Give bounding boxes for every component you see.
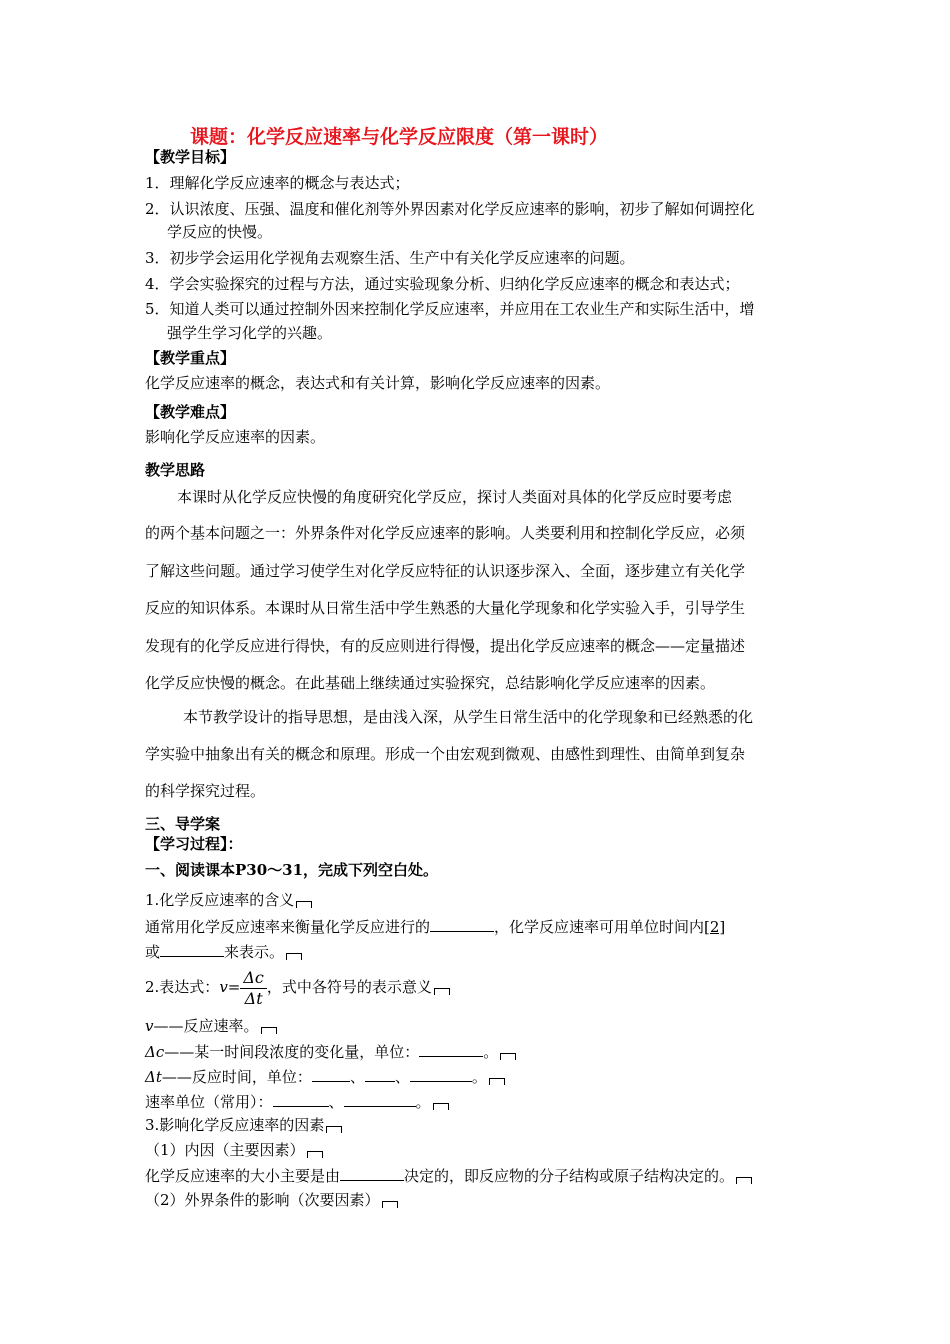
answer-blank[interactable] (344, 1091, 416, 1107)
question-2-expression: 2.表达式：v= $\frac{\Delta c}{\Delta t}$ ，式中各符号的表示意义 (145, 965, 450, 1009)
paragraph-mark-icon (736, 1177, 752, 1184)
paragraph-mark-icon (500, 1053, 516, 1060)
guide-section-heading: 三、导学案 (145, 815, 221, 833)
objective-item: 5．知道人类可以通过控制外因来控制化学反应速率，并应用在工农业生产和实际生活中，增 (145, 300, 755, 318)
external-factor-heading: （2）外界条件的影响（次要因素） (145, 1190, 398, 1210)
internal-factor-heading: （1）内因（主要因素） (145, 1140, 323, 1160)
question-1-line-2: 或 来表示。 (145, 941, 302, 962)
v-definition: v——反应速率。 (145, 1016, 277, 1036)
footnote-ref[interactable]: [2] (704, 918, 726, 936)
rate-unit-line: 速率单位（常用）： 、 。 (145, 1091, 449, 1112)
answer-blank[interactable] (410, 1066, 472, 1082)
answer-blank[interactable] (312, 1066, 350, 1082)
difficulties-heading: 【教学难点】 (145, 403, 236, 421)
dc-definition: Δc——某一时间段浓度的变化量，单位： 。 (145, 1041, 516, 1062)
objectives-heading: 【教学目标】 (145, 148, 236, 166)
question-3-title: 3.影响化学反应速率的因素 (145, 1115, 342, 1135)
difficulties-text: 影响化学反应速率的因素。 (145, 428, 326, 446)
objective-item: 强学生学习化学的兴趣。 (167, 324, 333, 342)
answer-blank[interactable] (430, 916, 494, 932)
objective-item: 2．认识浓度、压强、温度和催化剂等外界因素对化学反应速率的影响，初步了解如何调控化 (145, 200, 755, 218)
paragraph-mark-icon (307, 1151, 323, 1158)
page-title: 课题：化学反应速率与化学反应限度（第一课时） (190, 126, 609, 148)
part1-heading: 一、阅读课本P30～31，完成下列空白处。 (145, 861, 439, 879)
approach-line: 发现有的化学反应进行得快，有的反应则进行得慢，提出化学反应速率的概念——定量描述 (145, 637, 746, 655)
answer-blank[interactable] (419, 1041, 483, 1057)
approach-line: 本节教学设计的指导思想，是由浅入深，从学生日常生活中的化学现象和已经熟悉的化 (183, 708, 754, 726)
paragraph-mark-icon (261, 1027, 277, 1034)
approach-line: 的科学探究过程。 (145, 782, 266, 800)
key-points-text: 化学反应速率的概念，表达式和有关计算，影响化学反应速率的因素。 (145, 374, 611, 392)
question-1-title: 1.化学反应速率的含义 (145, 890, 312, 910)
rate-fraction: $\frac{\Delta c}{\Delta t}$ (240, 968, 267, 1009)
paragraph-mark-icon (296, 901, 312, 908)
paragraph-mark-icon (434, 988, 450, 995)
approach-heading: 教学思路 (145, 461, 206, 479)
approach-line: 了解这些问题。通过学习使学生对化学反应特征的认识逐步深入、全面，逐步建立有关化学 (145, 562, 746, 580)
answer-blank[interactable] (365, 1066, 395, 1082)
dt-definition: Δt——反应时间，单位： 、 、 。 (145, 1066, 505, 1087)
paragraph-mark-icon (382, 1201, 398, 1208)
answer-blank[interactable] (340, 1165, 404, 1181)
paragraph-mark-icon (433, 1103, 449, 1110)
objective-item: 学反应的快慢。 (167, 223, 273, 241)
answer-blank[interactable] (273, 1091, 329, 1107)
approach-line: 反应的知识体系。本课时从日常生活中学生熟悉的大量化学现象和化学实验入手，引导学生 (145, 599, 746, 617)
objective-item: 3．初步学会运用化学视角去观察生活、生产中有关化学反应速率的问题。 (145, 249, 635, 267)
paragraph-mark-icon (326, 1126, 342, 1133)
approach-line: 本课时从化学反应快慢的角度研究化学反应，探讨人类面对具体的化学反应时要考虑 (177, 488, 733, 506)
paragraph-mark-icon (286, 953, 302, 960)
key-points-heading: 【教学重点】 (145, 349, 236, 367)
answer-blank[interactable] (160, 941, 224, 957)
approach-line: 学实验中抽象出有关的概念和原理。形成一个由宏观到微观、由感性到理性、由简单到复杂 (145, 745, 746, 763)
objective-item: 4．学会实验探究的过程与方法，通过实验现象分析、归纳化学反应速率的概念和表达式； (145, 275, 740, 293)
approach-line: 的两个基本问题之一：外界条件对化学反应速率的影响。人类要利用和控制化学反应，必须 (145, 524, 746, 542)
learning-process-heading: 【学习过程】： (145, 835, 243, 853)
objective-item: 1．理解化学反应速率的概念与表达式； (145, 174, 410, 192)
question-1-line-1: 通常用化学反应速率来衡量化学反应进行的 ，化学反应速率可用单位时间内[2] (145, 918, 726, 936)
approach-line: 化学反应快慢的概念。在此基础上继续通过实验探究，总结影响化学反应速率的因素。 (145, 674, 716, 692)
internal-factor-text: 化学反应速率的大小主要是由 决定的，即反应物的分子结构或原子结构决定的。 (145, 1165, 752, 1186)
paragraph-mark-icon (489, 1078, 505, 1085)
